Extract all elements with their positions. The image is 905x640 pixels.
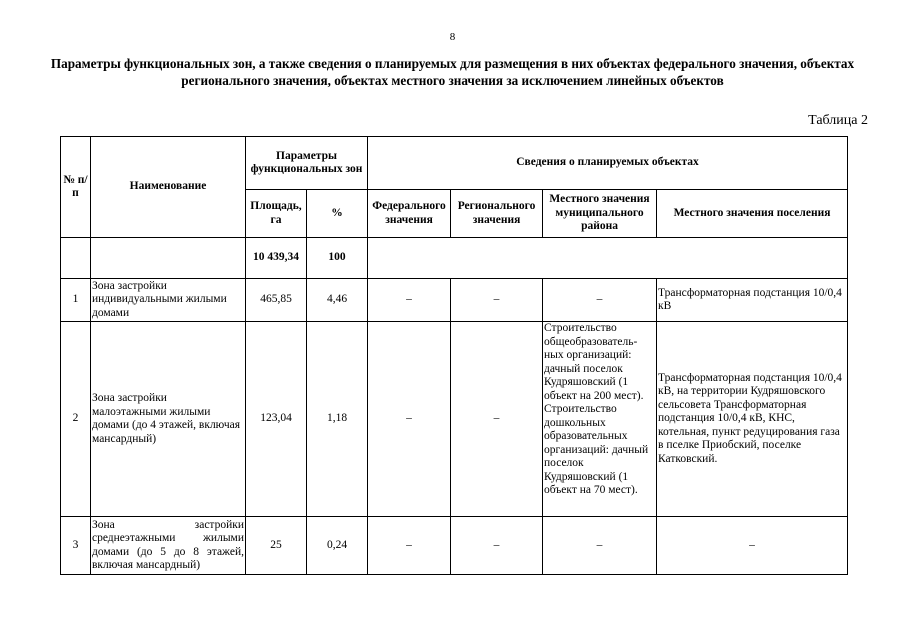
zone-area: 123,04 <box>246 322 307 517</box>
total-row <box>61 238 848 279</box>
row-num: 3 <box>61 517 91 575</box>
header-municipal: Местного значения муниципального района <box>543 190 657 238</box>
table-row <box>61 322 848 517</box>
header-federal: Федерального значения <box>368 190 451 238</box>
total-area: 10 439,34 <box>246 238 307 279</box>
header-planned: Сведения о планируемых объектах <box>368 137 848 190</box>
zone-percent: 0,24 <box>307 517 368 575</box>
zone-percent: 4,46 <box>307 279 368 322</box>
settlement-objects: – <box>657 517 848 575</box>
header-row-1 <box>61 137 848 190</box>
regional-objects: – <box>451 322 543 517</box>
regional-objects: – <box>451 279 543 322</box>
federal-objects: – <box>368 517 451 575</box>
municipal-objects: Строительство общеобразователь-ных организаций: дачный поселок Кудряшовский (1 объект на 200 мест). Строительство дошкольных образовательных организаций: дачный поселок Кудряшовский (1 объект на 70 мест). <box>543 322 657 517</box>
table-label: Таблица 2 <box>808 113 868 128</box>
zones-table <box>60 136 848 575</box>
header-settlement: Местного значения поселения <box>657 190 848 238</box>
zone-name: Зона застройки малоэтажными жилыми домами (до 4 этажей, включая мансардный) <box>91 322 246 517</box>
table-row <box>61 279 848 322</box>
header-name: Наименование <box>91 137 246 238</box>
settlement-objects: Трансформаторная подстанция 10/0,4 кВ <box>657 279 848 322</box>
row-num: 2 <box>61 322 91 517</box>
federal-objects: – <box>368 322 451 517</box>
zone-name: Зона застройки индивидуальными жилыми домами <box>91 279 246 322</box>
header-area: Площадь, га <box>246 190 307 238</box>
settlement-objects: Трансформаторная подстанция 10/0,4 кВ, на территории Кудряшовского сельсовета Трансформаторная подстанция 10/0,4 кВ, КНС, котельная, пункт редуцирования газа в пселке Приобский, поселке Катковский. <box>657 322 848 517</box>
zone-name: Зона застройки среднеэтажными жилыми домами (до 5 до 8 этажей, включая мансардный) <box>91 517 246 575</box>
zone-percent: 1,18 <box>307 322 368 517</box>
regional-objects: – <box>451 517 543 575</box>
row-num: 1 <box>61 279 91 322</box>
document-title: Параметры функциональных зон, а также сведения о планируемых для размещения в них объектах федерального значения, объектах регионального значения, объектах местного значения за исключением линейных объектов <box>50 56 855 88</box>
header-percent: % <box>307 190 368 238</box>
total-percent: 100 <box>307 238 368 279</box>
zone-area: 465,85 <box>246 279 307 322</box>
municipal-objects: – <box>543 279 657 322</box>
page-number: 8 <box>449 31 456 43</box>
municipal-objects: – <box>543 517 657 575</box>
table-row <box>61 517 848 575</box>
header-num: № п/п <box>61 137 91 238</box>
federal-objects: – <box>368 279 451 322</box>
header-params: Параметры функциональных зон <box>246 137 368 190</box>
zone-area: 25 <box>246 517 307 575</box>
header-regional: Регионального значения <box>451 190 543 238</box>
